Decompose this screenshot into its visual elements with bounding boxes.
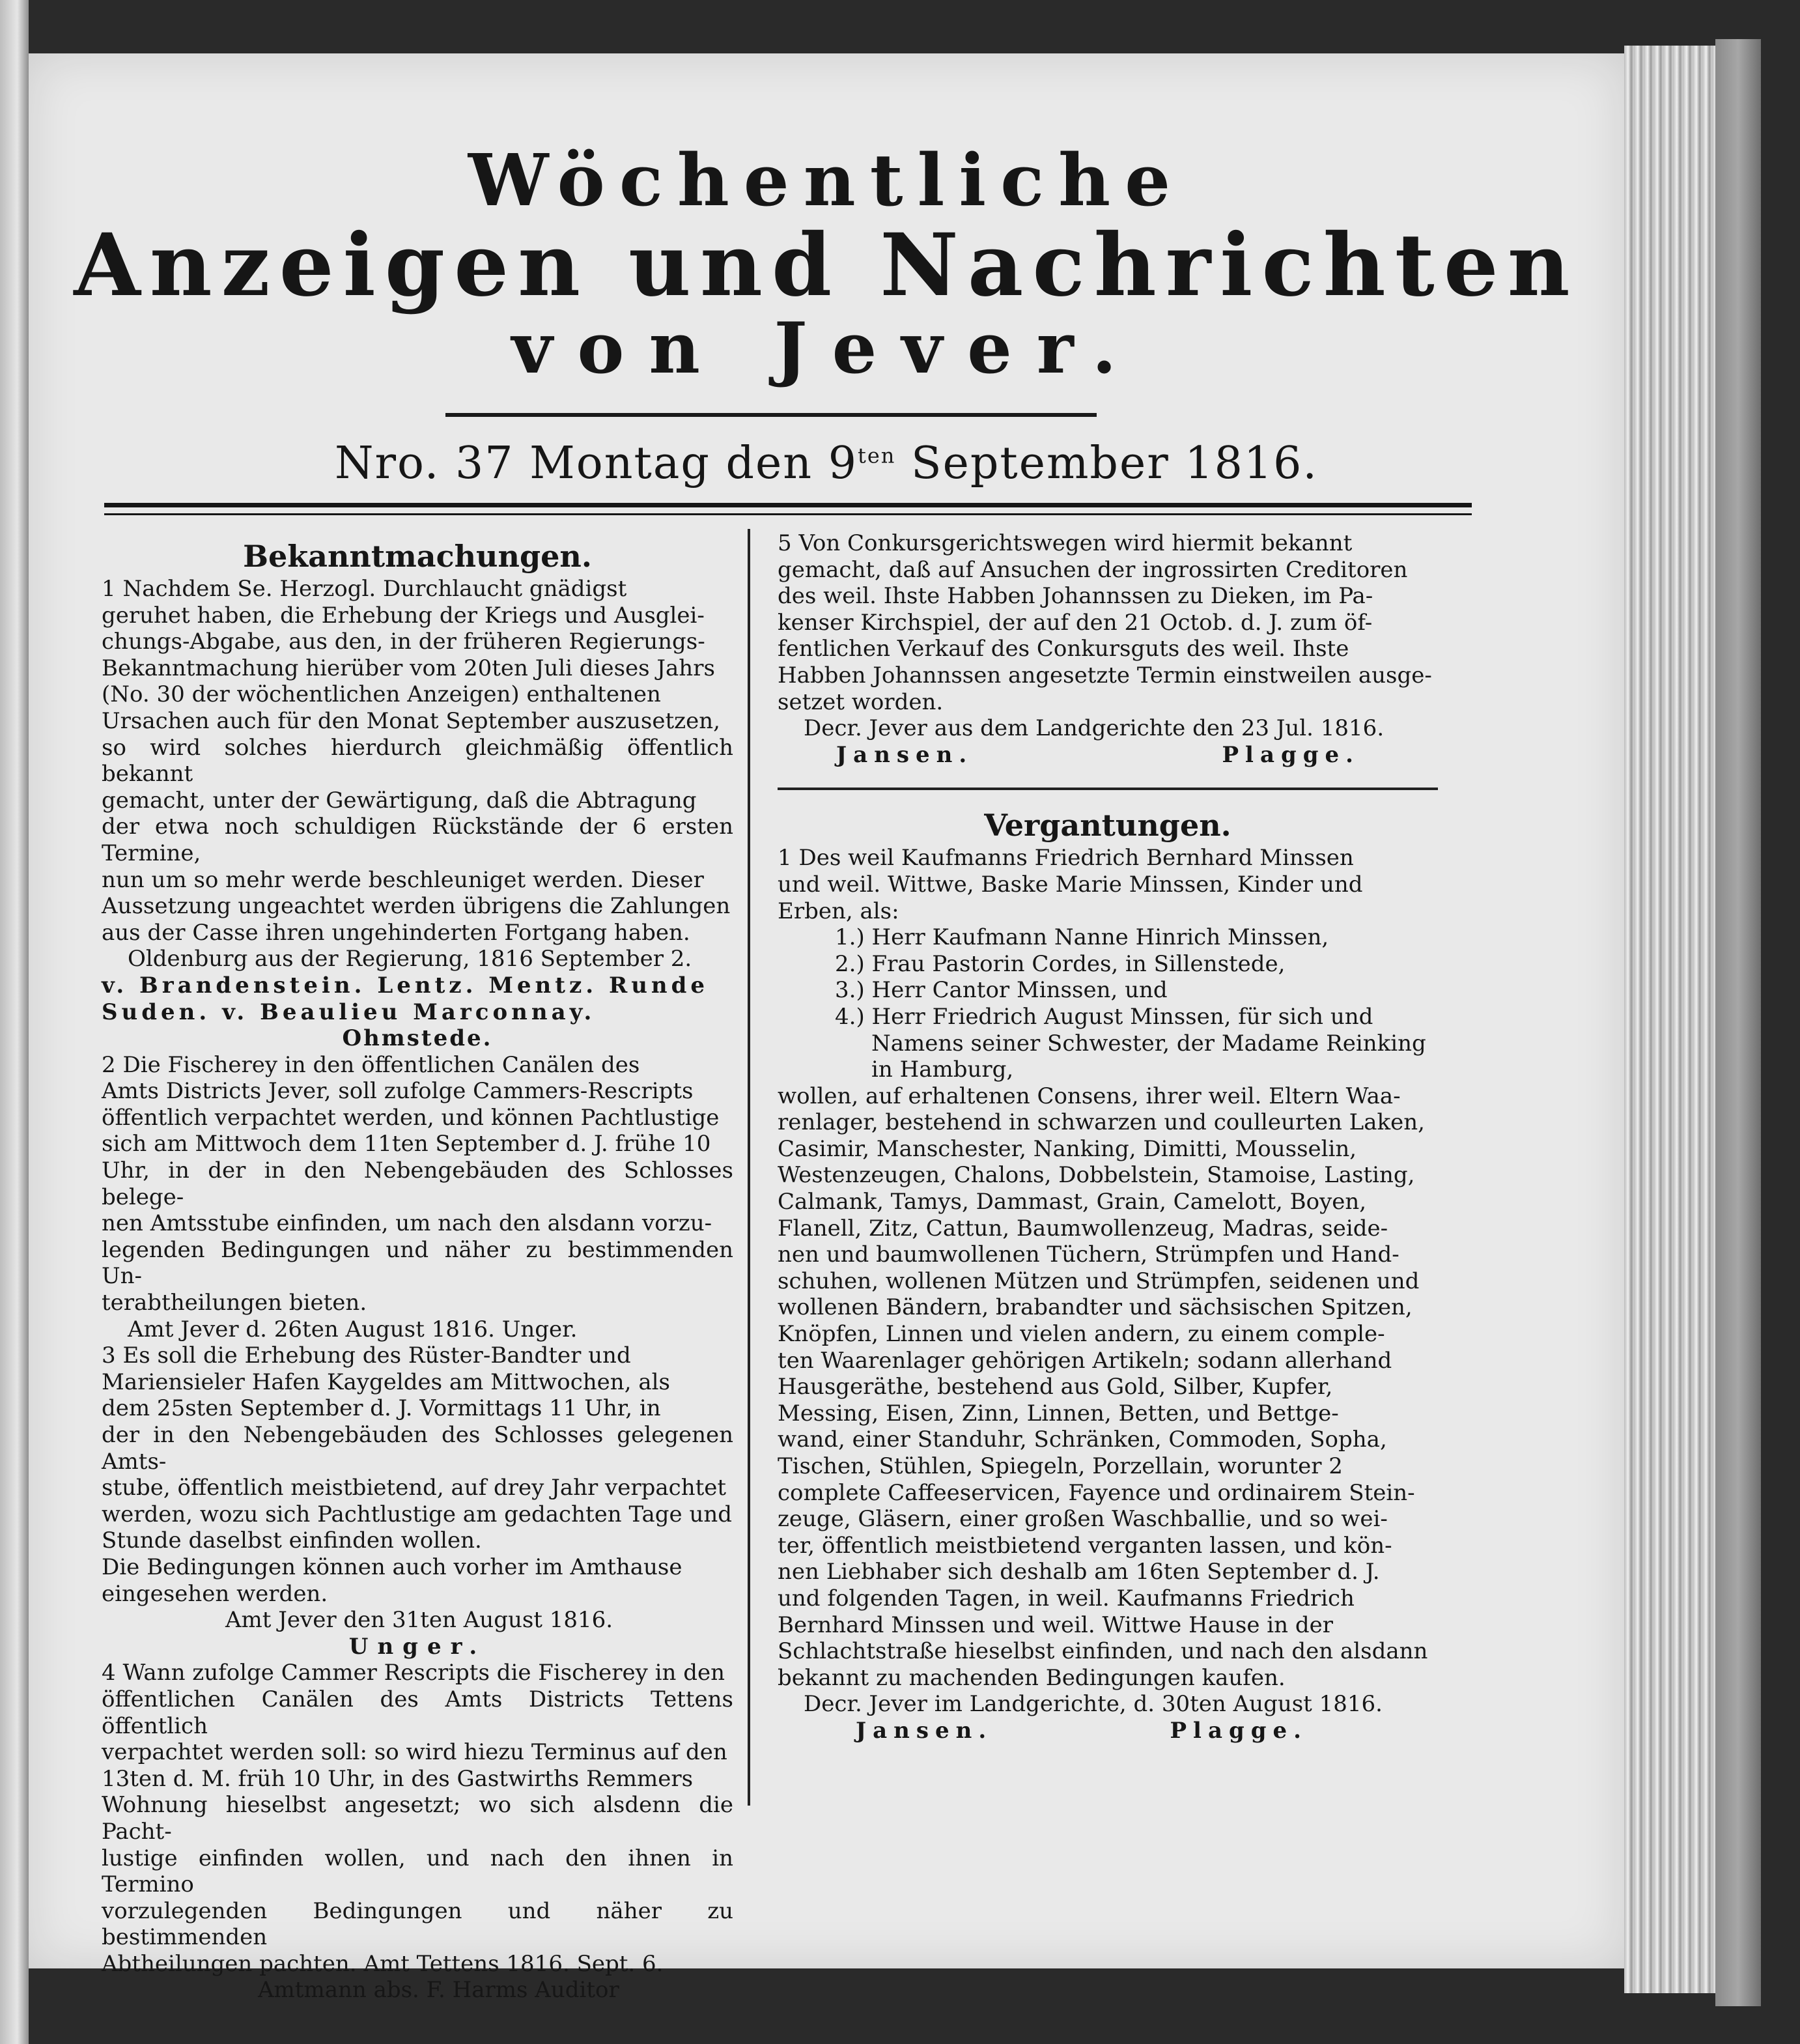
heir-list-item: 4.) Herr Friedrich August Minssen, für sich und	[835, 1003, 1373, 1030]
text-line: Casimir, Manschester, Nanking, Dimitti, Mousselin,	[778, 1135, 1357, 1162]
heir-list-item: 2.) Frau Pastorin Cordes, in Sillenstede,	[835, 950, 1286, 977]
text-line: wollen, auf erhaltenen Consens, ihrer weil. Eltern Waa-	[778, 1083, 1401, 1109]
issue-month: September	[911, 438, 1170, 489]
text-line: dem 25sten September d. J. Vormittags 11 Uhr, in	[102, 1395, 661, 1422]
text-line: Bekanntmachung hierüber vom 20ten Juli dieses Jahrs	[102, 655, 715, 681]
masthead-line-1: Wöchentliche	[468, 138, 1185, 222]
text-line: 3 Es soll die Erhebung des Rüster-Bandter und	[102, 1342, 631, 1369]
text-line: geruhet haben, die Erhebung der Kriegs und Ausglei-	[102, 602, 705, 629]
notice-3	[102, 1342, 733, 1660]
text-line: so wird solches hierdurch gleichmäßig öffentlich bekannt	[102, 734, 733, 788]
notice-4	[102, 1660, 733, 2004]
signature-judge: Jansen.	[836, 741, 974, 768]
signature: Amtmann abs. F. Harms Auditor	[258, 1977, 619, 2004]
text-line: Ursachen auch für den Monat September auszusetzen,	[102, 707, 720, 734]
heir-list-item-continued: in Hamburg,	[871, 1057, 1014, 1083]
notice-2	[102, 1052, 733, 1343]
text-line: öffentlichen Canälen des Amts Districts Tettens öffentlich	[102, 1686, 733, 1739]
text-line: bekannt zu machenden Bedingungen kaufen.	[778, 1664, 1286, 1691]
text-line: 1 Des weil Kaufmanns Friedrich Bernhard Minssen	[778, 845, 1354, 872]
text-line: Wohnung hieselbst angesetzt; wo sich alsdenn die Pacht-	[102, 1792, 733, 1845]
auction-1	[778, 845, 1438, 1744]
text-line: Abtheilungen pachten. Amt Tettens 1816. Sept. 6.	[102, 1950, 664, 1977]
text-line: terabtheilungen bieten.	[102, 1290, 367, 1316]
masthead-line-3: von Jever.	[511, 307, 1142, 390]
masthead-line-2: Anzeigen und Nachrichten	[74, 215, 1579, 316]
text-line: 13ten d. M. früh 10 Uhr, in des Gastwirths Remmers	[102, 1765, 694, 1792]
text-line: gemacht, unter der Gewärtigung, daß die Abtragung	[102, 787, 697, 814]
text-line: Hausgeräthe, bestehend aus Gold, Silber, Kupfer,	[778, 1374, 1333, 1400]
text-line: fentlichen Verkauf des Conkursguts des weil. Ihste	[778, 636, 1349, 662]
text-line: Calmank, Tamys, Dammast, Grain, Camelott, Boyen,	[778, 1189, 1367, 1215]
signature-clerk: Plagge.	[1222, 741, 1360, 768]
text-line: Messing, Eisen, Zinn, Linnen, Betten, und Bettge-	[778, 1400, 1339, 1427]
text-line: eingesehen werden.	[102, 1580, 328, 1607]
text-line: Stunde daselbst einfinden wollen.	[102, 1527, 482, 1554]
text-line: Westenzeugen, Chalons, Dobbelstein, Stamoise, Lasting,	[778, 1162, 1415, 1189]
text-line: setzet worden.	[778, 688, 944, 715]
text-line: Habben Johannssen angesetzte Termin einstweilen ausge-	[778, 662, 1432, 688]
section-divider	[778, 788, 1438, 790]
text-line: ter, öffentlich meistbietend verganten lassen, und kön-	[778, 1532, 1392, 1559]
newspaper-page	[29, 53, 1624, 2004]
text-line: aus der Casse ihren ungehinderten Fortgang haben.	[102, 919, 690, 946]
text-line: nun um so mehr werde beschleuniget werden. Dieser	[102, 866, 704, 893]
text-line: Knöpfen, Linnen und vielen andern, zu einem comple-	[778, 1321, 1385, 1348]
text-line: und weil. Wittwe, Baske Marie Minssen, Kinder und	[778, 871, 1363, 898]
text-line: chungs-Abgabe, aus den, in der früheren Regierungs-	[102, 629, 705, 655]
issue-number: Nro. 37	[335, 438, 514, 489]
text-line: schuhen, wollenen Mützen und Strümpfen, seidenen und	[778, 1268, 1420, 1294]
text-line: 1 Nachdem Se. Herzogl. Durchlaucht gnädigst	[102, 576, 627, 602]
header-rule-thin	[104, 513, 1472, 515]
signature-judge: Jansen.	[856, 1717, 993, 1744]
text-line: Schlachtstraße hieselbst einfinden, und nach den alsdann	[778, 1638, 1428, 1665]
left-column	[102, 537, 733, 2004]
signatory-place: Ohmstede.	[342, 1025, 493, 1052]
text-line: werden, wozu sich Pachtlustige am gedachten Tage und	[102, 1501, 733, 1527]
text-line: wand, einer Standuhr, Schränken, Commoden, Sopha,	[778, 1427, 1387, 1453]
notice-1	[102, 576, 733, 1052]
text-line: nen und baumwollenen Tüchern, Strümpfen und Hand-	[778, 1242, 1399, 1268]
text-line: stube, öffentlich meistbietend, auf drey Jahr verpachtet	[102, 1475, 727, 1501]
signature-row	[778, 742, 1438, 769]
text-line: 5 Von Conkursgerichtswegen wird hiermit bekannt	[778, 530, 1353, 556]
issue-day-suffix: ten	[857, 443, 896, 468]
text-line: legenden Bedingungen und näher zu bestimmenden Un-	[102, 1236, 733, 1290]
text-line: Aussetzung ungeachtet werden übrigens die Zahlungen	[102, 893, 731, 920]
text-line: Amts Districts Jever, soll zufolge Cammers-Rescripts	[102, 1078, 694, 1105]
text-line: und folgenden Tagen, in weil. Kaufmanns Friedrich	[778, 1585, 1355, 1611]
dateline: Oldenburg aus der Regierung, 1816 September 2.	[128, 946, 692, 972]
issue-weekday: Montag den	[529, 438, 813, 489]
text-line: vorzulegenden Bedingungen und näher zu bestimmenden	[102, 1897, 733, 1951]
dateline: Decr. Jever aus dem Landgerichte den 23 Jul. 1816.	[804, 715, 1385, 742]
text-line: gemacht, daß auf Ansuchen der ingrossirten Creditoren	[778, 556, 1408, 583]
text-line: des weil. Ihste Habben Johannssen zu Dieken, im Pa-	[778, 583, 1373, 610]
text-line: complete Caffeeservicen, Fayence und ordinairem Stein-	[778, 1479, 1415, 1506]
signature: Unger.	[348, 1633, 486, 1660]
text-line: Bernhard Minssen und weil. Wittwe Hause in der	[778, 1611, 1334, 1638]
signature-clerk: Plagge.	[1170, 1717, 1308, 1744]
dateline: Amt Jever d. 26ten August 1816. Unger.	[128, 1316, 578, 1342]
heir-list-item-continued: Namens seiner Schwester, der Madame Reinking	[871, 1030, 1426, 1057]
text-line: wollenen Bändern, brabandter und sächsischen Spitzen,	[778, 1294, 1413, 1321]
heir-list-item: 3.) Herr Cantor Minssen, und	[835, 977, 1168, 1004]
text-line: nen Liebhaber sich deshalb am 16ten September d. J.	[778, 1559, 1380, 1585]
text-line: Flanell, Zitz, Cattun, Baumwollenzeug, Madras, seide-	[778, 1215, 1388, 1242]
notice-5	[778, 530, 1438, 768]
section-heading-announcements: Bekanntmachungen.	[243, 539, 592, 574]
heir-list-item: 1.) Herr Kaufmann Nanne Hinrich Minssen,	[835, 924, 1329, 951]
text-line: ten Waarenlager gehörigen Artikeln; sodann allerhand	[778, 1347, 1392, 1374]
signature-row	[778, 1718, 1438, 1744]
text-line: renlager, bestehend in schwarzen und coulleurten Laken,	[778, 1109, 1425, 1136]
issue-year: 1816.	[1185, 438, 1318, 489]
text-line: Erben, als:	[778, 898, 899, 924]
text-line: kenser Kirchspiel, der auf den 21 Octob. d. J. zum öf-	[778, 609, 1373, 636]
section-heading-auctions: Vergantungen.	[984, 808, 1231, 844]
text-line: Die Bedingungen können auch vorher im Amthause	[102, 1554, 682, 1580]
header-rule-thick	[104, 503, 1472, 507]
text-line: nen Amtsstube einfinden, um nach den alsdann vorzu-	[102, 1210, 712, 1237]
column-rule	[748, 529, 750, 1806]
dateline: Amt Jever den 31ten August 1816.	[225, 1607, 613, 1634]
text-line: Uhr, in der in den Nebengebäuden des Schlosses belege-	[102, 1157, 733, 1210]
text-line: Mariensieler Hafen Kaygeldes am Mittwochen, als	[102, 1369, 670, 1395]
text-line: 4 Wann zufolge Cammer Rescripts die Fischerey in den	[102, 1660, 725, 1686]
signatories-line-2: Suden. v. Beaulieu Marconnay.	[102, 999, 596, 1025]
text-line: zeuge, Gläsern, einer großen Waschballie, und so wei-	[778, 1506, 1388, 1533]
text-line: lustige einfinden wollen, und nach den ihnen in Termino	[102, 1845, 733, 1898]
text-line: der etwa noch schuldigen Rückstände der 6 ersten Termine,	[102, 814, 733, 866]
issue-line	[29, 438, 1624, 489]
text-line: (No. 30 der wöchentlichen Anzeigen) enthaltenen	[102, 681, 661, 708]
right-column	[778, 530, 1438, 1744]
text-line: der in den Nebengebäuden des Schlosses gelegenen Amts-	[102, 1422, 733, 1475]
text-line: verpachtet werden soll: so wird hiezu Terminus auf den	[102, 1739, 727, 1766]
text-line: 2 Die Fischerey in den öffentlichen Canälen des	[102, 1051, 640, 1078]
page-stack-edge	[1624, 46, 1715, 1993]
book-cover-edge	[1715, 39, 1761, 2006]
signatories-line-1: v. Brandenstein. Lentz. Mentz. Runde	[102, 972, 709, 999]
issue-day: 9	[828, 438, 858, 489]
text-line: Tischen, Stühlen, Spiegeln, Porzellain, worunter 2	[778, 1453, 1343, 1479]
dateline: Decr. Jever im Landgerichte, d. 30ten August 1816.	[804, 1691, 1383, 1718]
masthead-rule	[445, 413, 1097, 417]
facing-page-edge	[0, 0, 29, 2044]
text-line: sich am Mittwoch dem 11ten September d. J. frühe 10	[102, 1131, 711, 1157]
text-line: öffentlich verpachtet werden, und können Pachtlustige	[102, 1104, 720, 1131]
